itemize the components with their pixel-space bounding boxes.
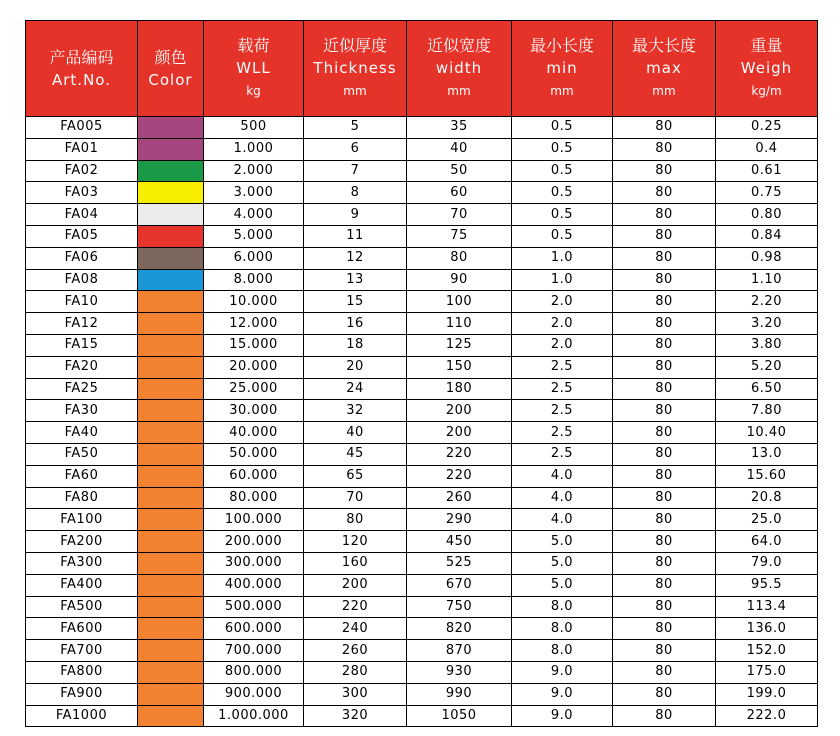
cell-min-length: 2.5 bbox=[512, 400, 613, 422]
cell-wll: 600.000 bbox=[204, 618, 304, 640]
cell-wll: 200.000 bbox=[204, 531, 304, 553]
cell-max-length: 80 bbox=[613, 509, 716, 531]
cell-weight: 64.0 bbox=[716, 531, 818, 553]
cell-width: 525 bbox=[407, 552, 512, 574]
color-swatch bbox=[138, 117, 204, 139]
header-color-en: Color bbox=[148, 70, 193, 89]
spec-sheet bbox=[25, 20, 818, 727]
color-swatch bbox=[138, 400, 204, 422]
header-wll-unit: kg bbox=[246, 84, 261, 98]
cell-wll: 6.000 bbox=[204, 247, 304, 269]
cell-thickness: 65 bbox=[304, 465, 407, 487]
cell-max-length: 80 bbox=[613, 204, 716, 226]
cell-art-no: FA700 bbox=[26, 640, 138, 662]
cell-art-no: FA800 bbox=[26, 661, 138, 683]
cell-max-length: 80 bbox=[613, 378, 716, 400]
cell-wll: 2.000 bbox=[204, 160, 304, 182]
cell-width: 990 bbox=[407, 683, 512, 705]
cell-weight: 3.80 bbox=[716, 334, 818, 356]
table-row bbox=[26, 661, 818, 683]
cell-width: 125 bbox=[407, 334, 512, 356]
cell-thickness: 9 bbox=[304, 204, 407, 226]
header-width-unit: mm bbox=[447, 84, 471, 98]
color-swatch bbox=[138, 378, 204, 400]
cell-width: 200 bbox=[407, 422, 512, 444]
header-min-length-unit: mm bbox=[550, 84, 574, 98]
cell-art-no: FA100 bbox=[26, 509, 138, 531]
color-swatch bbox=[138, 182, 204, 204]
color-swatch bbox=[138, 160, 204, 182]
cell-wll: 5.000 bbox=[204, 225, 304, 247]
cell-wll: 1.000.000 bbox=[204, 705, 304, 727]
cell-weight: 95.5 bbox=[716, 574, 818, 596]
cell-min-length: 2.5 bbox=[512, 443, 613, 465]
cell-weight: 0.98 bbox=[716, 247, 818, 269]
cell-max-length: 80 bbox=[613, 465, 716, 487]
color-swatch bbox=[138, 683, 204, 705]
table-row bbox=[26, 531, 818, 553]
cell-weight: 10.40 bbox=[716, 422, 818, 444]
cell-width: 870 bbox=[407, 640, 512, 662]
cell-width: 220 bbox=[407, 465, 512, 487]
cell-max-length: 80 bbox=[613, 531, 716, 553]
header-wll-zh: 载荷 bbox=[237, 36, 270, 55]
cell-min-length: 1.0 bbox=[512, 247, 613, 269]
cell-thickness: 320 bbox=[304, 705, 407, 727]
cell-wll: 800.000 bbox=[204, 661, 304, 683]
cell-thickness: 5 bbox=[304, 117, 407, 139]
cell-max-length: 80 bbox=[613, 247, 716, 269]
cell-thickness: 24 bbox=[304, 378, 407, 400]
cell-weight: 0.4 bbox=[716, 138, 818, 160]
color-swatch bbox=[138, 422, 204, 444]
cell-width: 80 bbox=[407, 247, 512, 269]
cell-min-length: 4.0 bbox=[512, 465, 613, 487]
cell-width: 200 bbox=[407, 400, 512, 422]
cell-art-no: FA1000 bbox=[26, 705, 138, 727]
cell-thickness: 8 bbox=[304, 182, 407, 204]
cell-min-length: 5.0 bbox=[512, 574, 613, 596]
cell-wll: 30.000 bbox=[204, 400, 304, 422]
color-swatch bbox=[138, 443, 204, 465]
color-swatch bbox=[138, 574, 204, 596]
cell-thickness: 7 bbox=[304, 160, 407, 182]
header-max-length bbox=[613, 21, 716, 117]
header-weight-zh: 重量 bbox=[750, 36, 783, 55]
cell-width: 820 bbox=[407, 618, 512, 640]
cell-wll: 4.000 bbox=[204, 204, 304, 226]
cell-weight: 13.0 bbox=[716, 443, 818, 465]
cell-thickness: 40 bbox=[304, 422, 407, 444]
header-art-no-zh: 产品编码 bbox=[49, 47, 114, 67]
table-row bbox=[26, 422, 818, 444]
cell-min-length: 2.5 bbox=[512, 422, 613, 444]
cell-max-length: 80 bbox=[613, 182, 716, 204]
cell-min-length: 8.0 bbox=[512, 618, 613, 640]
cell-weight: 5.20 bbox=[716, 356, 818, 378]
cell-max-length: 80 bbox=[613, 574, 716, 596]
cell-width: 220 bbox=[407, 443, 512, 465]
table-row bbox=[26, 138, 818, 160]
cell-min-length: 1.0 bbox=[512, 269, 613, 291]
header-thickness-zh: 近似厚度 bbox=[322, 36, 387, 55]
cell-width: 1050 bbox=[407, 705, 512, 727]
cell-thickness: 12 bbox=[304, 247, 407, 269]
color-swatch bbox=[138, 705, 204, 727]
header-wll-en: WLL bbox=[236, 59, 271, 77]
header-color-zh: 颜色 bbox=[154, 47, 187, 67]
cell-min-length: 0.5 bbox=[512, 138, 613, 160]
cell-art-no: FA10 bbox=[26, 291, 138, 313]
cell-weight: 2.20 bbox=[716, 291, 818, 313]
cell-art-no: FA06 bbox=[26, 247, 138, 269]
cell-art-no: FA400 bbox=[26, 574, 138, 596]
table-row bbox=[26, 313, 818, 335]
cell-width: 100 bbox=[407, 291, 512, 313]
table-row bbox=[26, 160, 818, 182]
cell-thickness: 11 bbox=[304, 225, 407, 247]
table-row bbox=[26, 225, 818, 247]
color-swatch bbox=[138, 313, 204, 335]
cell-min-length: 5.0 bbox=[512, 552, 613, 574]
cell-width: 150 bbox=[407, 356, 512, 378]
table-row bbox=[26, 618, 818, 640]
header-weight-en: Weigh bbox=[740, 59, 793, 77]
color-swatch bbox=[138, 531, 204, 553]
table-header bbox=[26, 21, 818, 117]
header-thickness-unit: mm bbox=[343, 84, 367, 98]
header-min-length-en: min bbox=[546, 59, 578, 77]
cell-art-no: FA600 bbox=[26, 618, 138, 640]
cell-min-length: 0.5 bbox=[512, 204, 613, 226]
cell-wll: 60.000 bbox=[204, 465, 304, 487]
cell-width: 930 bbox=[407, 661, 512, 683]
cell-weight: 79.0 bbox=[716, 552, 818, 574]
table-row bbox=[26, 640, 818, 662]
cell-thickness: 13 bbox=[304, 269, 407, 291]
cell-art-no: FA80 bbox=[26, 487, 138, 509]
cell-max-length: 80 bbox=[613, 640, 716, 662]
cell-weight: 1.10 bbox=[716, 269, 818, 291]
cell-wll: 40.000 bbox=[204, 422, 304, 444]
cell-art-no: FA200 bbox=[26, 531, 138, 553]
cell-width: 180 bbox=[407, 378, 512, 400]
cell-art-no: FA300 bbox=[26, 552, 138, 574]
cell-wll: 500.000 bbox=[204, 596, 304, 618]
cell-max-length: 80 bbox=[613, 334, 716, 356]
color-swatch bbox=[138, 552, 204, 574]
cell-art-no: FA15 bbox=[26, 334, 138, 356]
table-row bbox=[26, 487, 818, 509]
table-body bbox=[26, 117, 818, 727]
color-swatch bbox=[138, 509, 204, 531]
cell-thickness: 160 bbox=[304, 552, 407, 574]
cell-min-length: 0.5 bbox=[512, 117, 613, 139]
cell-weight: 20.8 bbox=[716, 487, 818, 509]
cell-wll: 25.000 bbox=[204, 378, 304, 400]
table-row bbox=[26, 400, 818, 422]
color-swatch bbox=[138, 225, 204, 247]
cell-max-length: 80 bbox=[613, 225, 716, 247]
header-min-length-zh: 最小长度 bbox=[529, 36, 594, 55]
color-swatch bbox=[138, 618, 204, 640]
cell-weight: 15.60 bbox=[716, 465, 818, 487]
cell-min-length: 9.0 bbox=[512, 683, 613, 705]
color-swatch bbox=[138, 640, 204, 662]
header-width-zh: 近似宽度 bbox=[426, 36, 491, 55]
cell-art-no: FA12 bbox=[26, 313, 138, 335]
cell-weight: 0.84 bbox=[716, 225, 818, 247]
cell-art-no: FA02 bbox=[26, 160, 138, 182]
cell-art-no: FA30 bbox=[26, 400, 138, 422]
cell-min-length: 4.0 bbox=[512, 487, 613, 509]
table-row bbox=[26, 465, 818, 487]
cell-thickness: 220 bbox=[304, 596, 407, 618]
header-max-length-unit: mm bbox=[652, 84, 676, 98]
cell-max-length: 80 bbox=[613, 400, 716, 422]
cell-width: 70 bbox=[407, 204, 512, 226]
cell-max-length: 80 bbox=[613, 618, 716, 640]
cell-width: 75 bbox=[407, 225, 512, 247]
cell-min-length: 0.5 bbox=[512, 160, 613, 182]
color-swatch bbox=[138, 487, 204, 509]
cell-min-length: 8.0 bbox=[512, 640, 613, 662]
cell-weight: 0.25 bbox=[716, 117, 818, 139]
header-wll bbox=[204, 21, 304, 117]
header-thickness-en: Thickness bbox=[313, 59, 397, 77]
cell-weight: 6.50 bbox=[716, 378, 818, 400]
cell-min-length: 0.5 bbox=[512, 182, 613, 204]
cell-min-length: 0.5 bbox=[512, 225, 613, 247]
cell-thickness: 45 bbox=[304, 443, 407, 465]
color-swatch bbox=[138, 138, 204, 160]
header-weight-unit: kg/m bbox=[751, 84, 782, 98]
cell-art-no: FA01 bbox=[26, 138, 138, 160]
table-row bbox=[26, 291, 818, 313]
cell-wll: 80.000 bbox=[204, 487, 304, 509]
cell-width: 50 bbox=[407, 160, 512, 182]
color-swatch bbox=[138, 269, 204, 291]
cell-art-no: FA900 bbox=[26, 683, 138, 705]
cell-weight: 3.20 bbox=[716, 313, 818, 335]
cell-wll: 15.000 bbox=[204, 334, 304, 356]
cell-thickness: 300 bbox=[304, 683, 407, 705]
cell-thickness: 280 bbox=[304, 661, 407, 683]
cell-thickness: 32 bbox=[304, 400, 407, 422]
cell-art-no: FA005 bbox=[26, 117, 138, 139]
header-min-length bbox=[512, 21, 613, 117]
color-swatch bbox=[138, 596, 204, 618]
cell-art-no: FA40 bbox=[26, 422, 138, 444]
cell-thickness: 200 bbox=[304, 574, 407, 596]
cell-max-length: 80 bbox=[613, 313, 716, 335]
cell-width: 670 bbox=[407, 574, 512, 596]
cell-weight: 25.0 bbox=[716, 509, 818, 531]
cell-min-length: 2.0 bbox=[512, 313, 613, 335]
cell-max-length: 80 bbox=[613, 269, 716, 291]
cell-width: 35 bbox=[407, 117, 512, 139]
cell-wll: 500 bbox=[204, 117, 304, 139]
table-row bbox=[26, 552, 818, 574]
cell-weight: 175.0 bbox=[716, 661, 818, 683]
cell-weight: 136.0 bbox=[716, 618, 818, 640]
header-max-length-en: max bbox=[646, 59, 682, 77]
cell-width: 450 bbox=[407, 531, 512, 553]
cell-width: 290 bbox=[407, 509, 512, 531]
cell-weight: 113.4 bbox=[716, 596, 818, 618]
spec-table bbox=[25, 20, 818, 727]
table-row bbox=[26, 443, 818, 465]
header-max-length-zh: 最大长度 bbox=[631, 36, 696, 55]
cell-min-length: 2.0 bbox=[512, 291, 613, 313]
cell-wll: 700.000 bbox=[204, 640, 304, 662]
cell-wll: 100.000 bbox=[204, 509, 304, 531]
color-swatch bbox=[138, 204, 204, 226]
cell-thickness: 20 bbox=[304, 356, 407, 378]
cell-wll: 10.000 bbox=[204, 291, 304, 313]
cell-max-length: 80 bbox=[613, 422, 716, 444]
table-row bbox=[26, 683, 818, 705]
cell-weight: 199.0 bbox=[716, 683, 818, 705]
table-row bbox=[26, 269, 818, 291]
cell-min-length: 9.0 bbox=[512, 705, 613, 727]
table-row bbox=[26, 182, 818, 204]
cell-width: 750 bbox=[407, 596, 512, 618]
cell-weight: 152.0 bbox=[716, 640, 818, 662]
cell-wll: 50.000 bbox=[204, 443, 304, 465]
table-row bbox=[26, 574, 818, 596]
cell-max-length: 80 bbox=[613, 705, 716, 727]
cell-min-length: 4.0 bbox=[512, 509, 613, 531]
cell-max-length: 80 bbox=[613, 661, 716, 683]
header-thickness bbox=[304, 21, 407, 117]
color-swatch bbox=[138, 465, 204, 487]
cell-min-length: 5.0 bbox=[512, 531, 613, 553]
cell-wll: 900.000 bbox=[204, 683, 304, 705]
cell-art-no: FA50 bbox=[26, 443, 138, 465]
cell-width: 90 bbox=[407, 269, 512, 291]
cell-width: 260 bbox=[407, 487, 512, 509]
table-row bbox=[26, 378, 818, 400]
header-weight bbox=[716, 21, 818, 117]
cell-weight: 7.80 bbox=[716, 400, 818, 422]
header-color bbox=[138, 21, 204, 117]
cell-wll: 400.000 bbox=[204, 574, 304, 596]
cell-art-no: FA03 bbox=[26, 182, 138, 204]
cell-min-length: 8.0 bbox=[512, 596, 613, 618]
cell-max-length: 80 bbox=[613, 291, 716, 313]
color-swatch bbox=[138, 291, 204, 313]
cell-max-length: 80 bbox=[613, 552, 716, 574]
cell-thickness: 260 bbox=[304, 640, 407, 662]
cell-max-length: 80 bbox=[613, 117, 716, 139]
cell-art-no: FA05 bbox=[26, 225, 138, 247]
cell-max-length: 80 bbox=[613, 356, 716, 378]
cell-thickness: 18 bbox=[304, 334, 407, 356]
cell-weight: 0.61 bbox=[716, 160, 818, 182]
table-row bbox=[26, 705, 818, 727]
cell-art-no: FA20 bbox=[26, 356, 138, 378]
cell-wll: 12.000 bbox=[204, 313, 304, 335]
cell-weight: 222.0 bbox=[716, 705, 818, 727]
cell-max-length: 80 bbox=[613, 138, 716, 160]
cell-wll: 20.000 bbox=[204, 356, 304, 378]
cell-min-length: 2.5 bbox=[512, 356, 613, 378]
cell-min-length: 2.0 bbox=[512, 334, 613, 356]
color-swatch bbox=[138, 247, 204, 269]
cell-art-no: FA08 bbox=[26, 269, 138, 291]
cell-weight: 0.75 bbox=[716, 182, 818, 204]
header-width-en: width bbox=[435, 59, 483, 77]
cell-wll: 300.000 bbox=[204, 552, 304, 574]
table-row bbox=[26, 334, 818, 356]
cell-max-length: 80 bbox=[613, 160, 716, 182]
cell-thickness: 80 bbox=[304, 509, 407, 531]
cell-art-no: FA04 bbox=[26, 204, 138, 226]
color-swatch bbox=[138, 356, 204, 378]
cell-wll: 8.000 bbox=[204, 269, 304, 291]
cell-thickness: 6 bbox=[304, 138, 407, 160]
cell-thickness: 15 bbox=[304, 291, 407, 313]
table-row bbox=[26, 509, 818, 531]
cell-thickness: 120 bbox=[304, 531, 407, 553]
cell-art-no: FA25 bbox=[26, 378, 138, 400]
cell-thickness: 240 bbox=[304, 618, 407, 640]
header-width bbox=[407, 21, 512, 117]
cell-weight: 0.80 bbox=[716, 204, 818, 226]
cell-max-length: 80 bbox=[613, 443, 716, 465]
cell-wll: 1.000 bbox=[204, 138, 304, 160]
table-row bbox=[26, 117, 818, 139]
cell-thickness: 70 bbox=[304, 487, 407, 509]
header-art-no-en: Art.No. bbox=[52, 70, 111, 89]
header-row bbox=[26, 21, 818, 117]
color-swatch bbox=[138, 661, 204, 683]
cell-min-length: 2.5 bbox=[512, 378, 613, 400]
cell-width: 110 bbox=[407, 313, 512, 335]
cell-width: 40 bbox=[407, 138, 512, 160]
cell-max-length: 80 bbox=[613, 487, 716, 509]
cell-thickness: 16 bbox=[304, 313, 407, 335]
table-row bbox=[26, 596, 818, 618]
table-row bbox=[26, 204, 818, 226]
color-swatch bbox=[138, 334, 204, 356]
cell-art-no: FA500 bbox=[26, 596, 138, 618]
cell-wll: 3.000 bbox=[204, 182, 304, 204]
cell-max-length: 80 bbox=[613, 596, 716, 618]
table-row bbox=[26, 247, 818, 269]
cell-width: 60 bbox=[407, 182, 512, 204]
header-art-no bbox=[26, 21, 138, 117]
table-row bbox=[26, 356, 818, 378]
cell-art-no: FA60 bbox=[26, 465, 138, 487]
cell-min-length: 9.0 bbox=[512, 661, 613, 683]
cell-max-length: 80 bbox=[613, 683, 716, 705]
